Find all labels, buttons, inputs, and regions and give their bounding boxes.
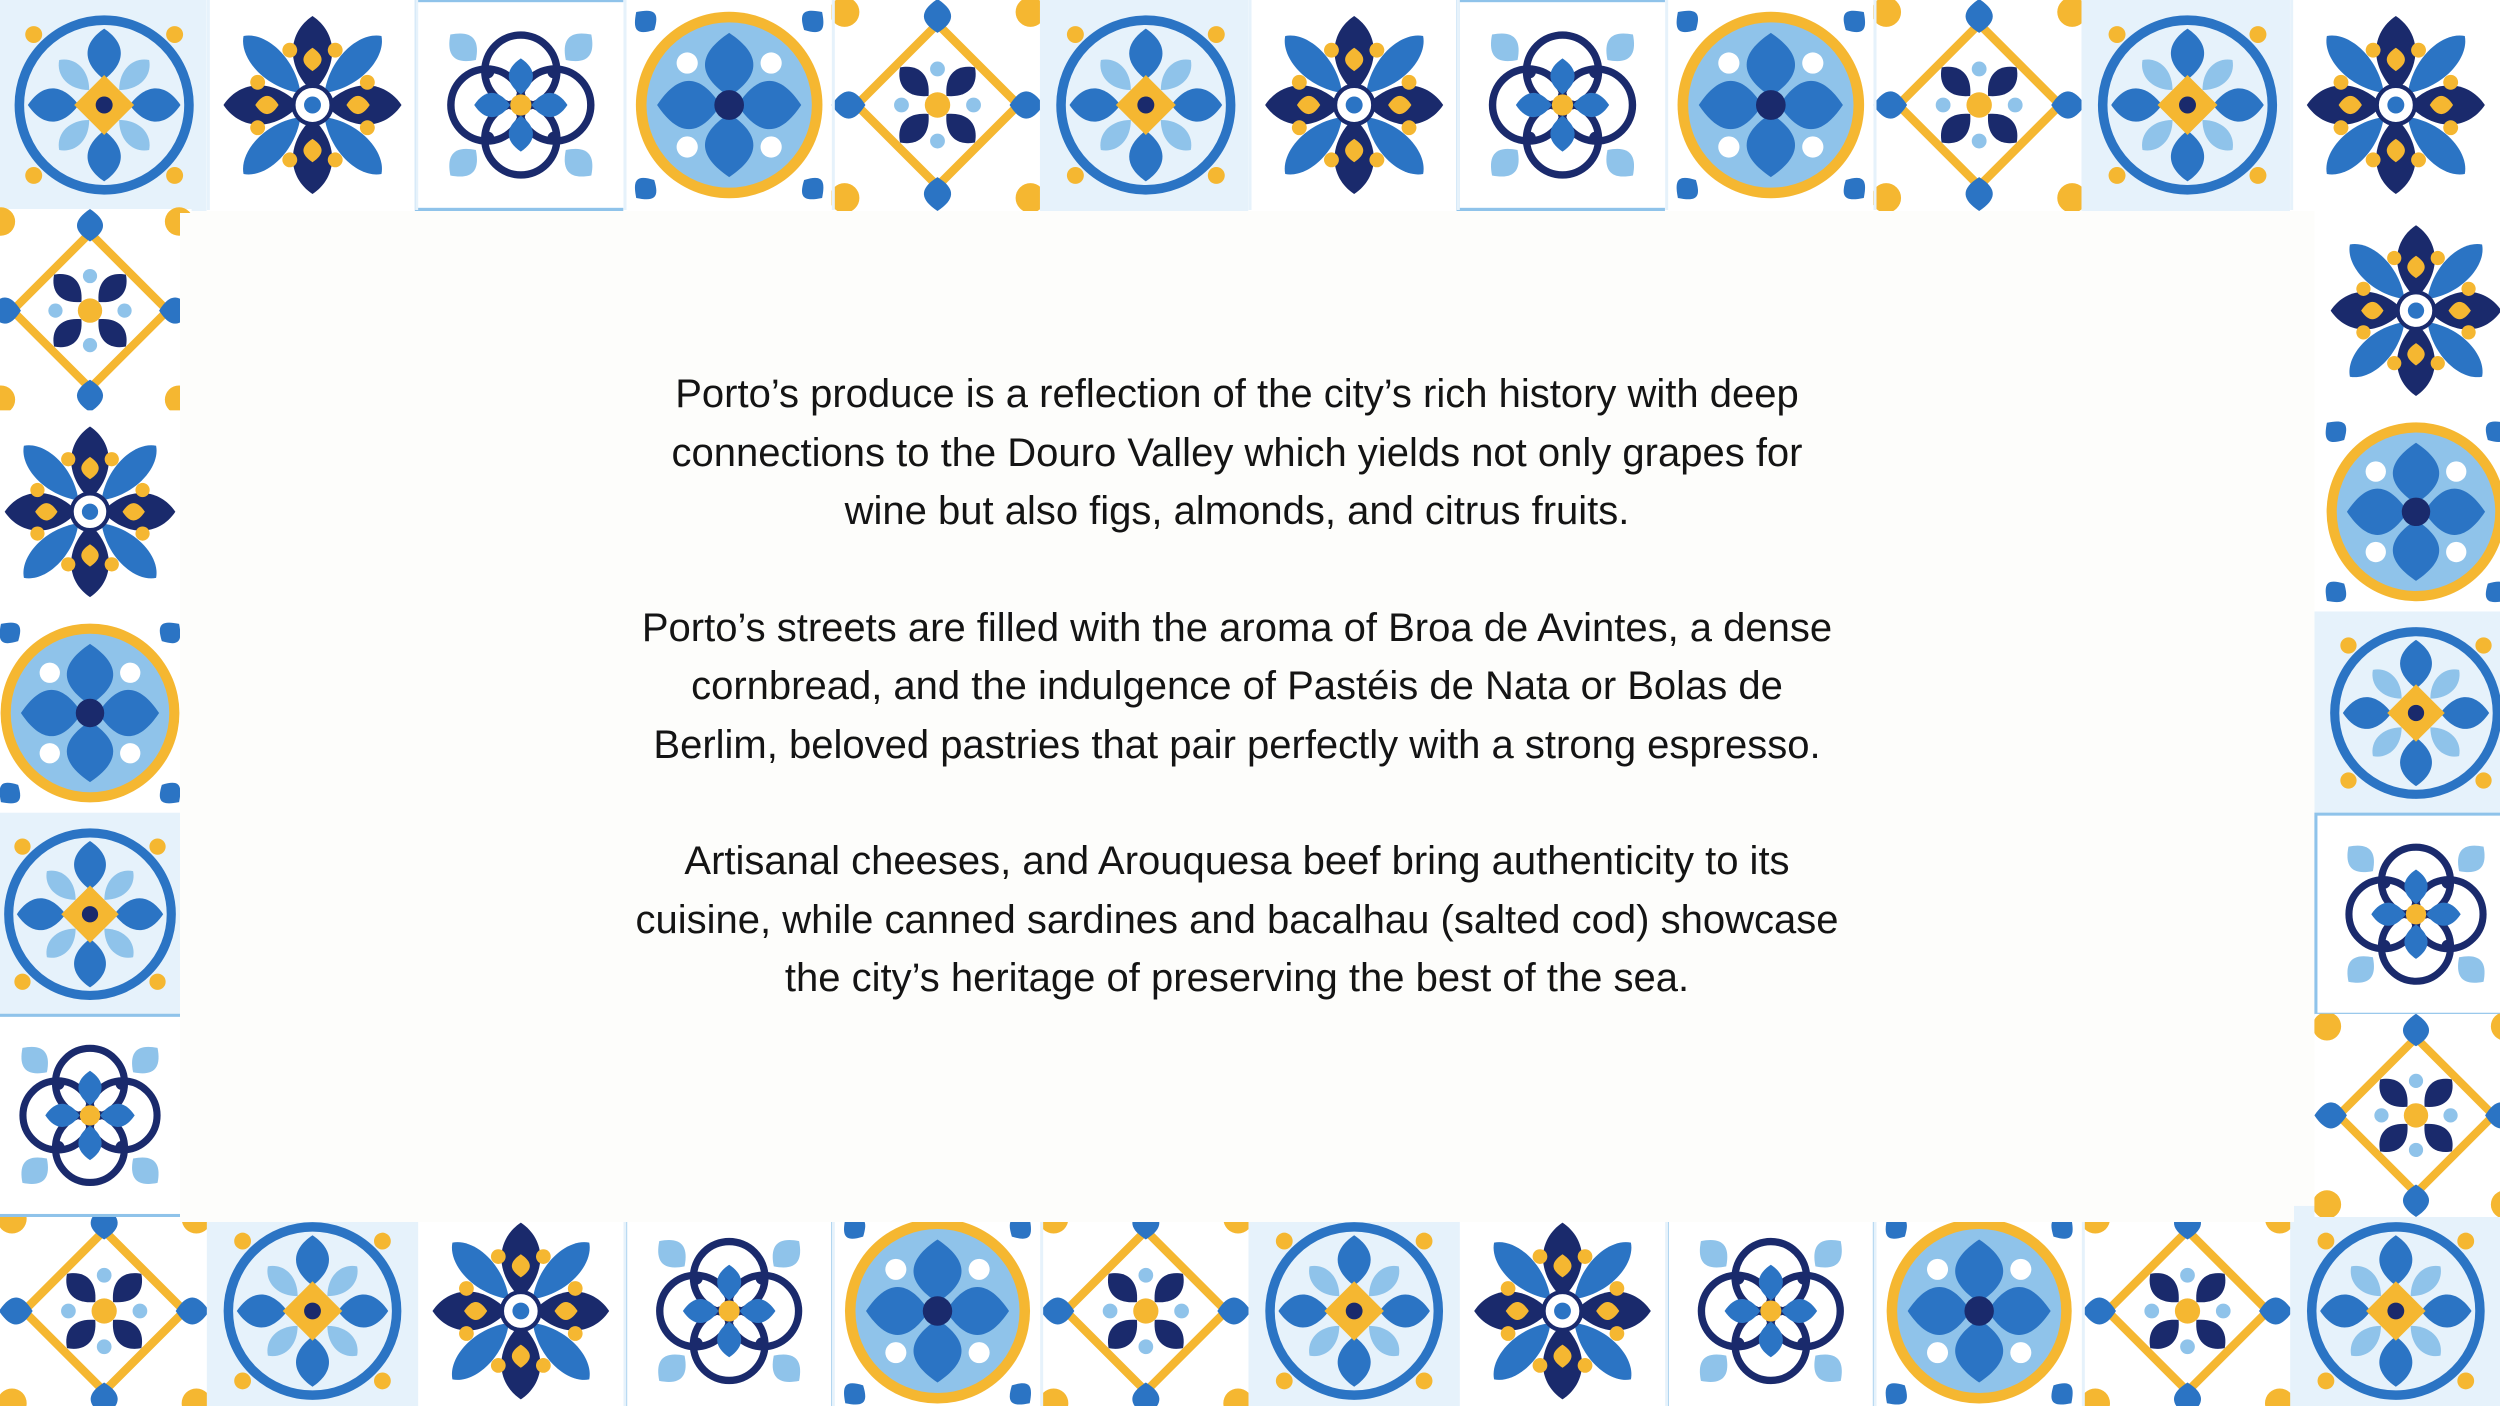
azulejo-tile-icon: [624, 1206, 834, 1406]
azulejo-tile-icon: [2074, 1198, 2300, 1406]
azulejo-tile-icon: [207, 1206, 417, 1406]
azulejo-tile-icon: [1666, 1206, 1876, 1406]
azulejo-tile-icon: [1457, 0, 1669, 211]
azulejo-tile-icon: [0, 410, 192, 613]
azulejo-tile-icon: [1874, 1206, 2084, 1406]
content-panel: [180, 213, 2294, 1222]
azulejo-tile-icon: [0, 0, 210, 211]
paragraph-produce: Porto’s produce is a reflection of the city’s rich history with deep connections to the Douro Valley which yields not only grapes for wine but also figs, almonds, and citrus fruits.: [671, 372, 1803, 533]
azulejo-tile-icon: [1248, 0, 1460, 211]
azulejo-tile-icon: [2314, 813, 2500, 1016]
azulejo-tile-icon: [0, 1014, 192, 1217]
azulejo-tile-icon: [207, 0, 419, 211]
azulejo-tile-icon: [1033, 1198, 1259, 1406]
azulejo-tile-icon: [416, 1206, 626, 1406]
paragraph-cheeses: Artisanal cheeses, and Arouquesa beef bring authenticity to its cuisine, while canned sardines and bacalhau (salted cod) showcase the city’s heritage of preserving the best of the sea.: [635, 839, 1839, 1000]
azulejo-tile-icon: [2291, 1206, 2500, 1406]
azulejo-tile-icon: [824, 0, 1052, 219]
azulejo-tile-icon: [2314, 611, 2500, 814]
azulejo-tile-icon: [2314, 209, 2500, 412]
azulejo-tile-icon: [0, 201, 199, 419]
azulejo-tile-icon: [2290, 0, 2500, 211]
azulejo-tile-icon: [832, 1206, 1042, 1406]
azulejo-tile-icon: [1865, 0, 2093, 219]
azulejo-tile-icon: [1249, 1206, 1459, 1406]
azulejo-tile-icon: [1040, 0, 1252, 211]
azulejo-tile-icon: [1457, 1206, 1667, 1406]
azulejo-tile-icon: [0, 813, 192, 1016]
azulejo-tile-icon: [2314, 410, 2500, 613]
paragraph-streets: Porto’s streets are filled with the aroma of Broa de Avintes, a dense cornbread, and the indulgence of Pastéis de Nata or Bolas de Berlim, beloved pastries that pair perfectly with a strong espresso.: [641, 605, 1833, 767]
azulejo-tile-icon: [2082, 0, 2294, 211]
azulejo-tile-icon: [0, 611, 192, 814]
azulejo-tile-icon: [415, 0, 627, 211]
azulejo-tile-icon: [623, 0, 835, 211]
azulejo-tile-icon: [0, 1198, 217, 1406]
azulejo-tile-icon: [2307, 1006, 2500, 1224]
body-text: [180, 365, 2294, 1008]
azulejo-tile-icon: [1665, 0, 1877, 211]
